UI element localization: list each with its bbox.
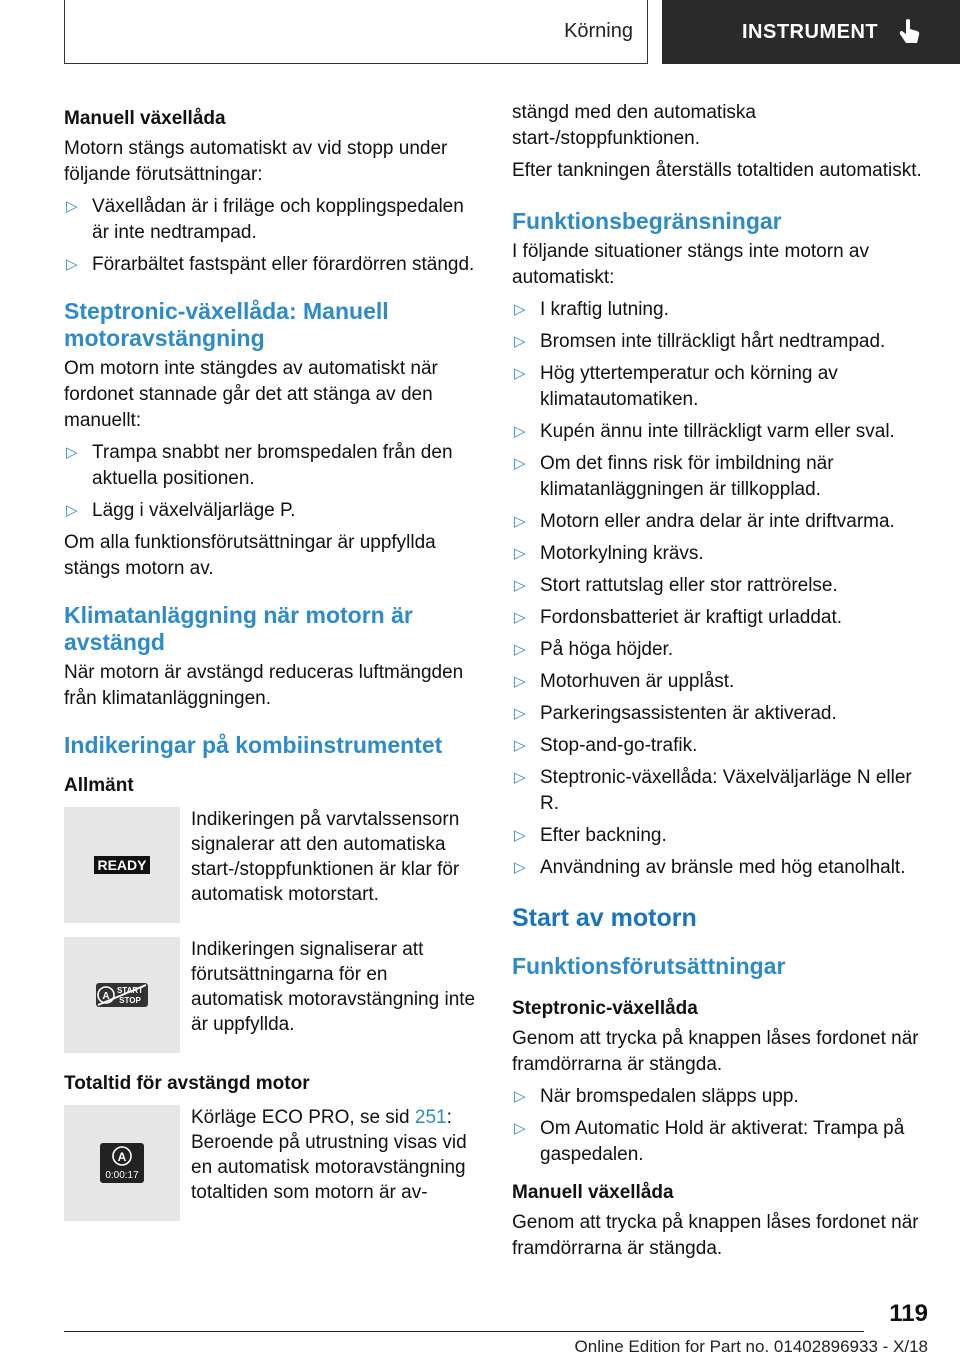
section-tab-label: INSTRUMENT <box>742 20 879 43</box>
paragraph: När motorn är avstängd reduceras luftmängden från klimatanläggningen. <box>64 662 464 709</box>
triangle-bullet-icon: ▷ <box>514 577 526 594</box>
startstop-indicator-text: Indikeringen signaliserar att förutsättningarna för en automatisk motoravstängning inte är uppfyllda. <box>191 939 476 1035</box>
triangle-bullet-icon: ▷ <box>514 1120 526 1137</box>
subheading-manual-gearbox: Manuell växellåda <box>64 108 226 129</box>
chapter-tab-label: Körning <box>564 20 633 42</box>
triangle-bullet-icon: ▷ <box>514 769 526 786</box>
chapter-tab[interactable] <box>64 0 648 64</box>
limits-list <box>512 297 930 881</box>
svg-text:A: A <box>102 991 110 1002</box>
indicator-totaltime-row <box>64 1105 476 1221</box>
subheading-steptronic: Steptronic-växellåda <box>512 998 698 1019</box>
list-item: ▷ Kupén ännu inte tillräckligt varm eller sval. <box>512 419 930 445</box>
right-column <box>512 100 930 1268</box>
hand-pointer-icon <box>898 18 922 46</box>
subheading-total-time: Totaltid för avstängd motor <box>64 1073 310 1094</box>
indicator-ready-row <box>64 807 476 923</box>
list-item: ▷ Stop-and-go-trafik. <box>512 733 930 759</box>
subheading-general: Allmänt <box>64 775 134 796</box>
subheading-manual-gearbox: Manuell växellåda <box>512 1182 674 1203</box>
ready-indicator-text: Indikeringen på varvtalssensorn signalerar att den automatiska start-/stoppfunktionen är klar för automatisk motorstart. <box>191 809 460 905</box>
list-item: ▷ Motorn eller andra delar är inte driftvarma. <box>512 509 930 535</box>
bullet-list <box>64 440 476 524</box>
triangle-bullet-icon: ▷ <box>514 545 526 562</box>
paragraph: Om alla funktionsförutsättningar är uppfyllda stängs motorn av. <box>64 532 436 579</box>
triangle-bullet-icon: ▷ <box>514 737 526 754</box>
start-stop-off-icon <box>96 983 148 1007</box>
triangle-bullet-icon: ▷ <box>514 827 526 844</box>
paragraph: Genom att trycka på knappen låses fordonet när framdörrarna är stängda. <box>512 1028 919 1075</box>
list-item: ▷ Bromsen inte tillräckligt hårt nedtrampad. <box>512 329 930 355</box>
totaltime-indicator-text: Körläge ECO PRO, se sid 251: Beroende på utrustning visas vid en automatisk motoravstängning totaltiden som motorn är av- <box>191 1107 467 1203</box>
triangle-bullet-icon: ▷ <box>66 256 78 273</box>
list-item: ▷ När bromspedalen släpps upp. <box>512 1084 930 1110</box>
list-item: ▷ Om Automatic Hold är aktiverat: Trampa på gaspedalen. <box>514 1118 905 1165</box>
list-item: ▷ Steptronic-växellåda: Växelväljarläge N eller R. <box>514 767 912 814</box>
triangle-bullet-icon: ▷ <box>514 333 526 350</box>
triangle-bullet-icon: ▷ <box>66 502 78 519</box>
paragraph: Motorn stängs automatiskt av vid stopp under följande förutsättningar: <box>64 138 448 185</box>
ready-icon <box>94 856 150 874</box>
footer-divider <box>64 1331 864 1332</box>
triangle-bullet-icon: ▷ <box>514 641 526 658</box>
page-link-251[interactable]: 251 <box>414 1107 447 1128</box>
heading-conditions: Funktionsförutsättningar <box>512 953 786 979</box>
list-item: ▷ Hög yttertemperatur och körning av klimatautomatiken. <box>514 363 838 410</box>
list-item: ▷ I kraftig lutning. <box>512 297 930 323</box>
svg-text:STOP: STOP <box>119 996 141 1005</box>
heading-steptronic-manual-stop: Steptronic-växellåda: Manuell motoravstängning <box>64 298 389 351</box>
paragraph: Efter tankningen återställs totaltiden automatiskt. <box>512 160 922 181</box>
svg-text:READY: READY <box>97 857 147 873</box>
auto-start-stop-timer-icon <box>100 1143 144 1183</box>
list-item: ▷ Parkeringsassistenten är aktiverad. <box>512 701 930 727</box>
paragraph: Genom att trycka på knappen låses fordonet när framdörrarna är stängda. <box>512 1212 919 1259</box>
list-item: ▷ Växellådan är i friläge och kopplingspedalen är inte nedtrampad. <box>66 196 464 243</box>
page-number: 119 <box>889 1300 928 1327</box>
heading-engine-start: Start av motorn <box>512 904 697 932</box>
list-item: ▷ Lägg i växelväljarläge P. <box>64 498 476 524</box>
svg-text:START: START <box>116 986 144 995</box>
ready-indicator-image <box>64 807 180 923</box>
list-item: ▷ Efter backning. <box>512 823 930 849</box>
triangle-bullet-icon: ▷ <box>514 365 526 382</box>
list-item: ▷ Fordonsbatteriet är kraftigt urladdat. <box>512 605 930 631</box>
triangle-bullet-icon: ▷ <box>514 423 526 440</box>
paragraph: stängd med den automatiska start-/stoppfunktionen. <box>512 102 756 149</box>
list-item: ▷ Motorhuven är upplåst. <box>512 669 930 695</box>
footer-edition: Online Edition for Part no. 01402896933 - X/18 <box>574 1337 928 1356</box>
heading-climate: Klimatanläggning när motorn är avstängd <box>64 602 413 655</box>
svg-text:A: A <box>117 1150 127 1164</box>
triangle-bullet-icon: ▷ <box>66 198 78 215</box>
left-column <box>64 100 476 1235</box>
list-item: ▷ Stort rattutslag eller stor rattrörelse. <box>512 573 930 599</box>
triangle-bullet-icon: ▷ <box>514 673 526 690</box>
paragraph: Om motorn inte stängdes av automatiskt när fordonet stannade går det att stänga av den manuellt: <box>64 358 438 431</box>
list-item: ▷ Förarbältet fastspänt eller förardörren stängd. <box>64 252 476 278</box>
list-item: ▷ Motorkylning krävs. <box>512 541 930 567</box>
triangle-bullet-icon: ▷ <box>514 1088 526 1105</box>
list-item: ▷ Användning av bränsle med hög etanolhalt. <box>512 855 930 881</box>
paragraph: I följande situationer stängs inte motorn av automatiskt: <box>512 241 869 288</box>
triangle-bullet-icon: ▷ <box>514 705 526 722</box>
triangle-bullet-icon: ▷ <box>514 513 526 530</box>
list-item: ▷ På höga höjder. <box>512 637 930 663</box>
indicator-startstop-row <box>64 937 476 1053</box>
triangle-bullet-icon: ▷ <box>514 301 526 318</box>
heading-indicators: Indikeringar på kombiinstrumentet <box>64 732 443 758</box>
startstop-indicator-image <box>64 937 180 1053</box>
section-tab[interactable] <box>662 0 960 64</box>
totaltime-indicator-image <box>64 1105 180 1221</box>
triangle-bullet-icon: ▷ <box>66 444 78 461</box>
svg-text:0:00:17: 0:00:17 <box>105 1170 139 1181</box>
bullet-list <box>512 1084 930 1168</box>
page-header <box>0 0 960 66</box>
heading-limits: Funktionsbegränsningar <box>512 208 782 234</box>
list-item: ▷ Trampa snabbt ner bromspedalen från den aktuella positionen. <box>66 442 453 489</box>
triangle-bullet-icon: ▷ <box>514 455 526 472</box>
list-item: ▷ Om det finns risk för imbildning när klimatanläggningen är tillkopplad. <box>514 453 834 500</box>
triangle-bullet-icon: ▷ <box>514 609 526 626</box>
bullet-list <box>64 194 476 278</box>
triangle-bullet-icon: ▷ <box>514 859 526 876</box>
